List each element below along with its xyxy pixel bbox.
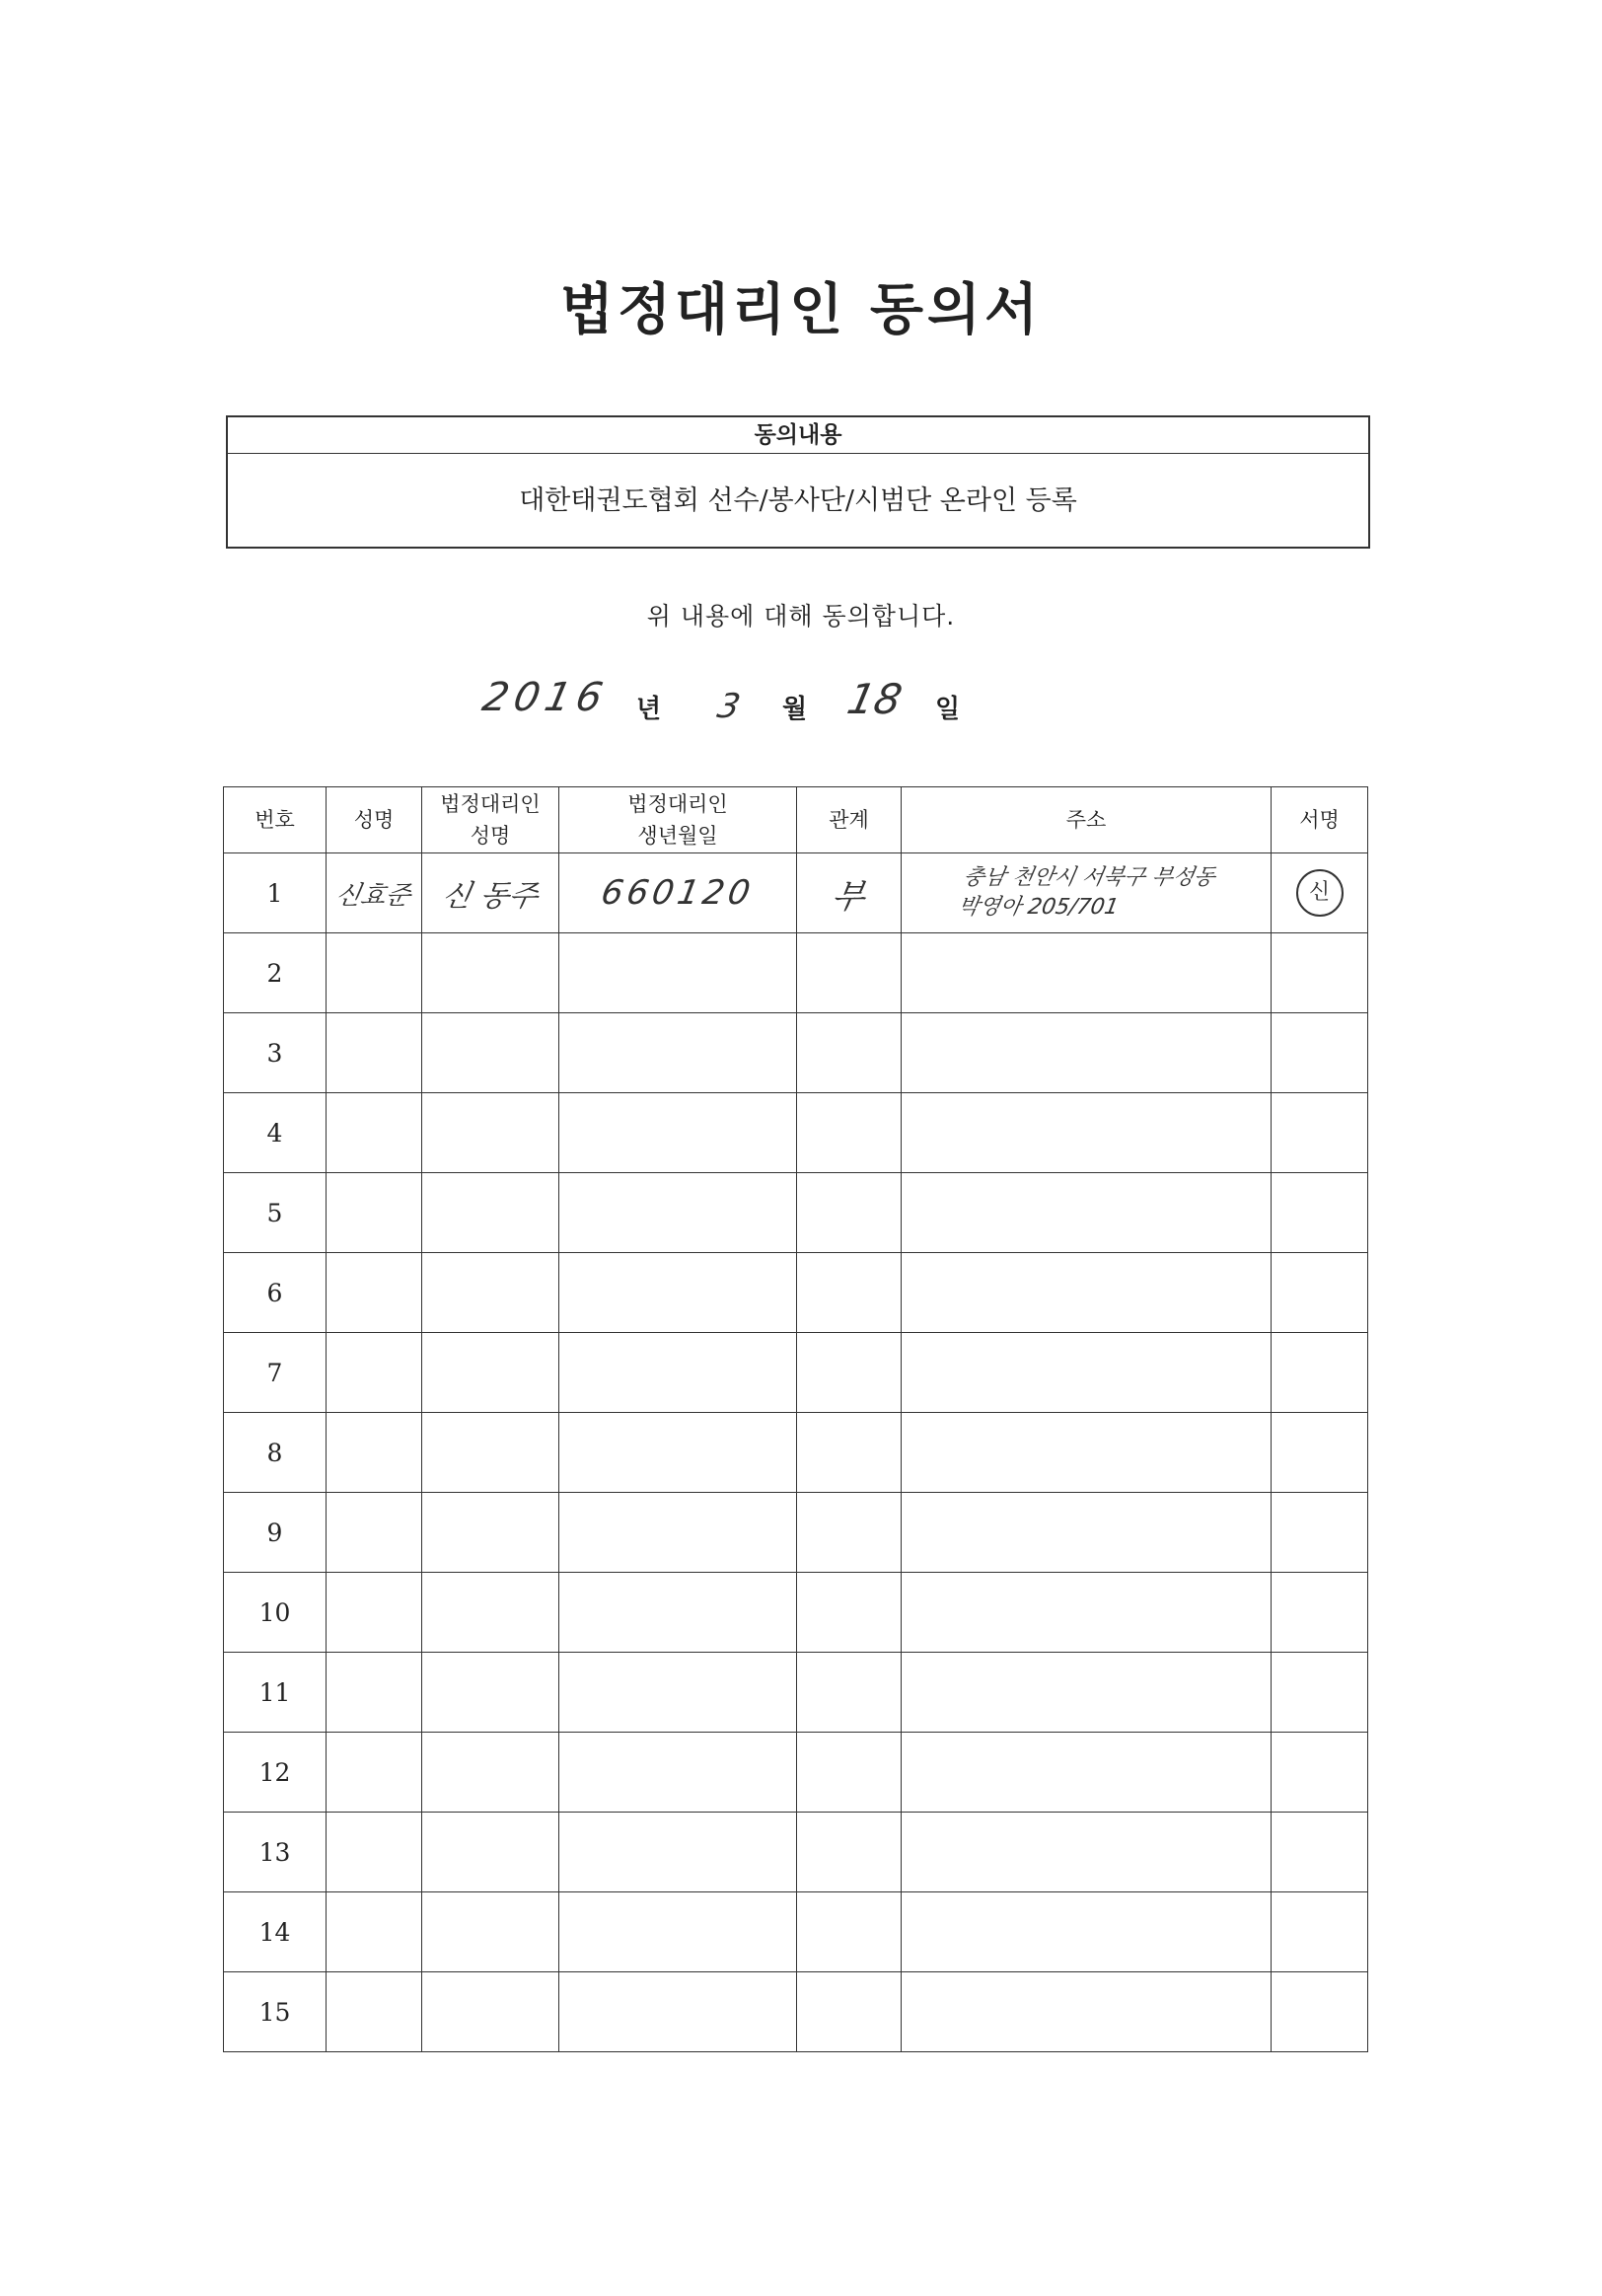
row-relation[interactable] [797, 1173, 902, 1253]
row-guardian-name[interactable] [422, 1573, 559, 1653]
row-name[interactable] [327, 1573, 422, 1653]
row-number: 7 [224, 1333, 327, 1413]
row-number: 9 [224, 1493, 327, 1573]
date-year-handwritten: 2016 [478, 675, 613, 720]
header-number: 번호 [224, 787, 327, 853]
row-guardian-birth[interactable] [559, 1413, 797, 1493]
header-name: 성명 [327, 787, 422, 853]
row-relation[interactable] [797, 1413, 902, 1493]
row-guardian-birth[interactable] [559, 1333, 797, 1413]
table-row [224, 1972, 1368, 2052]
row-address-line2: 박영아 205/701 [955, 895, 1121, 920]
row-signature [1272, 853, 1368, 933]
row-relation [797, 853, 902, 933]
row-address[interactable] [902, 1093, 1272, 1173]
row-number: 6 [224, 1253, 327, 1333]
row-guardian-birth-handwritten: 660120 [598, 873, 758, 913]
row-guardian-name[interactable] [422, 1493, 559, 1573]
row-number: 14 [224, 1892, 327, 1972]
row-guardian-birth[interactable] [559, 1493, 797, 1573]
table-row [224, 933, 1368, 1013]
row-number: 10 [224, 1573, 327, 1653]
row-guardian-birth[interactable] [559, 1013, 797, 1093]
row-relation[interactable] [797, 1733, 902, 1813]
table-row [224, 1093, 1368, 1173]
row-number: 2 [224, 933, 327, 1013]
row-guardian-birth[interactable] [559, 1253, 797, 1333]
row-relation[interactable] [797, 1653, 902, 1733]
row-signature[interactable] [1272, 1173, 1368, 1253]
row-address[interactable] [902, 1813, 1272, 1892]
table-row [224, 1493, 1368, 1573]
row-address[interactable] [902, 1333, 1272, 1413]
row-signature[interactable] [1272, 1013, 1368, 1093]
guardian-consent-table [223, 786, 1368, 2052]
row-guardian-birth[interactable] [559, 1972, 797, 2052]
row-guardian-name[interactable] [422, 1733, 559, 1813]
row-guardian-birth[interactable] [559, 1573, 797, 1653]
row-number: 5 [224, 1173, 327, 1253]
table-row [224, 1253, 1368, 1333]
row-relation[interactable] [797, 1093, 902, 1173]
row-signature[interactable] [1272, 1653, 1368, 1733]
consent-content-text: 대한태권도협회 선수/봉사단/시범단 온라인 등록 [519, 485, 1077, 516]
row-name [327, 853, 422, 933]
row-signature[interactable] [1272, 1733, 1368, 1813]
row-relation[interactable] [797, 1253, 902, 1333]
row-address[interactable] [902, 1013, 1272, 1093]
row-address[interactable] [902, 933, 1272, 1013]
row-signature[interactable] [1272, 1333, 1368, 1413]
header-address: 주소 [902, 787, 1272, 853]
header-guardian-birth: 법정대리인 생년월일 [559, 787, 797, 853]
table-row [224, 1733, 1368, 1813]
row-name[interactable] [327, 1493, 422, 1573]
row-address[interactable] [902, 1253, 1272, 1333]
row-name[interactable] [327, 933, 422, 1013]
row-guardian-name[interactable] [422, 1253, 559, 1333]
header-signature: 서명 [1272, 787, 1368, 853]
row-address[interactable] [902, 1173, 1272, 1253]
row-relation[interactable] [797, 1972, 902, 2052]
row-guardian-name[interactable] [422, 1413, 559, 1493]
row-number: 13 [224, 1813, 327, 1892]
row-guardian-birth [559, 853, 797, 933]
row-signature[interactable] [1272, 1413, 1368, 1493]
row-number: 3 [224, 1013, 327, 1093]
row-name[interactable] [327, 1972, 422, 2052]
row-address[interactable] [902, 1413, 1272, 1493]
row-guardian-name[interactable] [422, 1972, 559, 2052]
row-signature[interactable] [1272, 933, 1368, 1013]
row-address[interactable] [902, 1653, 1272, 1733]
table-row [224, 1013, 1368, 1093]
row-signature[interactable] [1272, 1573, 1368, 1653]
row-guardian-name[interactable] [422, 1653, 559, 1733]
row-address[interactable] [902, 1733, 1272, 1813]
consent-content-box [226, 415, 1370, 549]
header-relation: 관계 [797, 787, 902, 853]
row-name[interactable] [327, 1733, 422, 1813]
row-signature[interactable] [1272, 1253, 1368, 1333]
row-name[interactable] [327, 1253, 422, 1333]
row-signature[interactable] [1272, 1892, 1368, 1972]
row-number: 8 [224, 1413, 327, 1493]
row-guardian-birth[interactable] [559, 933, 797, 1013]
row-guardian-name[interactable] [422, 1013, 559, 1093]
row-name[interactable] [327, 1413, 422, 1493]
row-address[interactable] [902, 1493, 1272, 1573]
row-guardian-name[interactable] [422, 1333, 559, 1413]
row-name-handwritten: 신효준 [333, 880, 413, 911]
row-guardian-birth[interactable] [559, 1813, 797, 1892]
row-relation[interactable] [797, 1892, 902, 1972]
row-name[interactable] [327, 1653, 422, 1733]
date-year-label: 년 [636, 695, 662, 724]
consent-content-header: 동의내용 [228, 417, 1368, 454]
date-line [0, 671, 1602, 740]
row-guardian-name[interactable] [422, 1093, 559, 1173]
row-relation[interactable] [797, 1333, 902, 1413]
row-name[interactable] [327, 1813, 422, 1892]
row-address [902, 853, 1272, 933]
row-signature[interactable] [1272, 1972, 1368, 2052]
row-number: 12 [224, 1733, 327, 1813]
row-address[interactable] [902, 1972, 1272, 2052]
row-relation[interactable] [797, 1493, 902, 1573]
row-guardian-birth[interactable] [559, 1653, 797, 1733]
table-row [224, 1413, 1368, 1493]
row-guardian-name[interactable] [422, 1813, 559, 1892]
row-address-line1: 충남 천안시 서북구 부성동 [961, 865, 1217, 890]
row-signature[interactable] [1272, 1093, 1368, 1173]
row-relation[interactable] [797, 1013, 902, 1093]
row-number: 4 [224, 1093, 327, 1173]
row-guardian-name [422, 853, 559, 933]
table-row [224, 1892, 1368, 1972]
date-day-handwritten: 18 [842, 675, 907, 723]
row-address-handwritten [955, 863, 1216, 923]
table-row [224, 1813, 1368, 1892]
signature-seal: 신 [1296, 869, 1344, 917]
row-signature[interactable] [1272, 1493, 1368, 1573]
row-name[interactable] [327, 1093, 422, 1173]
table-header-row [224, 787, 1368, 853]
row-name[interactable] [327, 1013, 422, 1093]
row-address[interactable] [902, 1892, 1272, 1972]
header-guardian-name: 법정대리인 성명 [422, 787, 559, 853]
row-name[interactable] [327, 1333, 422, 1413]
page-title: 법정대리인 동의서 [559, 278, 1043, 342]
row-relation[interactable] [797, 933, 902, 1013]
row-relation[interactable] [797, 1573, 902, 1653]
row-name[interactable] [327, 1173, 422, 1253]
row-guardian-birth[interactable] [559, 1733, 797, 1813]
row-signature[interactable] [1272, 1813, 1368, 1892]
row-relation[interactable] [797, 1813, 902, 1892]
row-guardian-name-handwritten: 신 동주 [439, 879, 541, 914]
row-relation-handwritten: 부 [828, 876, 868, 917]
row-guardian-name[interactable] [422, 1173, 559, 1253]
row-guardian-birth[interactable] [559, 1892, 797, 1972]
table-row [224, 1653, 1368, 1733]
row-address[interactable] [902, 1573, 1272, 1653]
row-name[interactable] [327, 1892, 422, 1972]
agreement-statement: 위 내용에 대해 동의합니다. [646, 602, 956, 630]
row-number: 15 [224, 1972, 327, 2052]
table-row [224, 1573, 1368, 1653]
row-guardian-name[interactable] [422, 1892, 559, 1972]
row-number: 11 [224, 1653, 327, 1733]
table-row [224, 1333, 1368, 1413]
row-guardian-name[interactable] [422, 933, 559, 1013]
date-month-handwritten: 3 [713, 687, 744, 726]
row-number: 1 [224, 853, 327, 933]
table-row [224, 1173, 1368, 1253]
date-day-label: 일 [935, 695, 961, 724]
date-month-label: 월 [782, 695, 808, 724]
row-guardian-birth[interactable] [559, 1173, 797, 1253]
table-row [224, 853, 1368, 933]
row-guardian-birth[interactable] [559, 1093, 797, 1173]
